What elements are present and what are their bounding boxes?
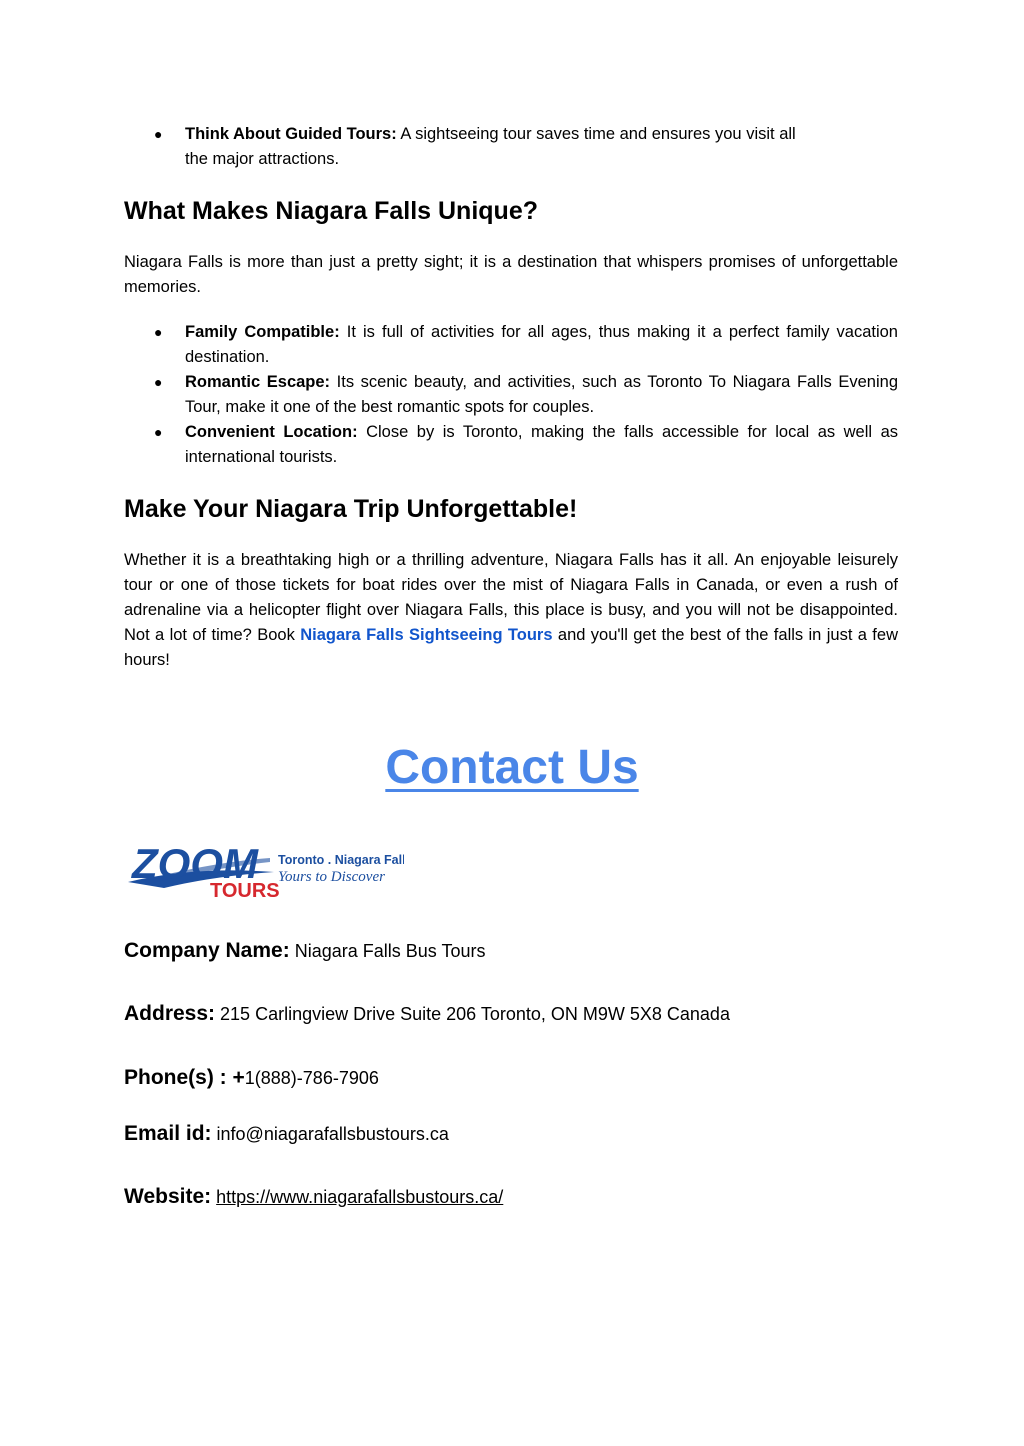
bullet-text: Its scenic beauty, and activities, such as Toronto To Niagara Falls Evening Tour, make it one of the best romantic spots for couples. [185,373,899,416]
logo-word-tours: TOURS [210,880,280,902]
phone-label: Phone(s) : + [124,1066,245,1089]
bullet-text-continued: the major attractions. [185,150,340,168]
website-link[interactable]: https://www.niagarafallsbustours.ca/ [216,1187,504,1207]
company-name-label: Company Name: [124,939,290,962]
bullet-label: Think About Guided Tours: [185,125,397,143]
bullet-dot: ● [154,424,163,440]
phone-row [124,1064,379,1092]
email-row [124,1120,449,1148]
address-row [124,1000,730,1028]
bullet-dot: ● [154,374,163,390]
website-label: Website: [124,1185,212,1208]
bullet-dot: ● [154,126,163,142]
email-label: Email id: [124,1122,212,1145]
bullet-label: Family Compatible: [185,323,340,341]
list-item [124,370,898,420]
section-intro: Niagara Falls is more than just a pretty sight; it is a destination that whispers promises of unforgettable memories. [124,253,898,296]
bullet-text: Close by is Toronto, making the falls accessible for local as well as international tourists. [185,423,898,466]
list-item [124,320,898,370]
bullet-label: Romantic Escape: [185,373,331,391]
body-text: Whether it is a breathtaking high or a thrilling adventure, Niagara Falls has it all. An enjoyable leisurely tour or one of those tickets for boat rides over the mist of Niagara Falls in Canada, or even a rush of adrenaline via a helicopter flight over Niagara Falls, this place is busy, and you will not be disappointed. Not a lot of time? Book [124,551,898,644]
section-heading-unforgettable: Make Your Niagara Trip Unforgettable! [124,495,578,523]
logo-tagline-location: Toronto . Niagara Falls [278,853,404,867]
list-item [124,420,898,470]
logo-graphic [124,836,404,906]
list-item [124,122,898,172]
body-text-end: and you'll get the best of the falls in just a few hours! [124,626,898,669]
email-value: info@niagarafallsbustours.ca [211,1124,449,1144]
guided-tours-bullet [124,122,898,172]
section-heading-unique: What Makes Niagara Falls Unique? [124,197,538,225]
bullet-text: A sightseeing tour saves time and ensures you visit all [396,125,796,143]
logo-word-zoom: ZOOM [132,840,258,887]
address-label: Address: [124,1002,216,1025]
bullet-dot: ● [154,324,163,340]
section-body [124,548,898,673]
company-name-row [124,937,485,965]
website-row [124,1183,503,1211]
bullet-text: It is full of activities for all ages, thus making it a perfect family vacation destination. [185,323,898,366]
logo-tagline-discover: Yours to Discover [278,869,385,885]
phone-value: 1(888)-786-7906 [244,1068,379,1088]
address-value: 215 Carlingview Drive Suite 206 Toronto, ON M9W 5X8 Canada [215,1004,730,1024]
zoom-tours-logo [124,836,404,906]
sightseeing-tours-link[interactable]: Niagara Falls Sightseeing Tours [300,626,553,644]
unique-features-list [124,320,898,470]
contact-us-heading: Contact Us [385,741,639,794]
bullet-label: Convenient Location: [185,423,358,441]
company-name-value: Niagara Falls Bus Tours [289,941,486,961]
